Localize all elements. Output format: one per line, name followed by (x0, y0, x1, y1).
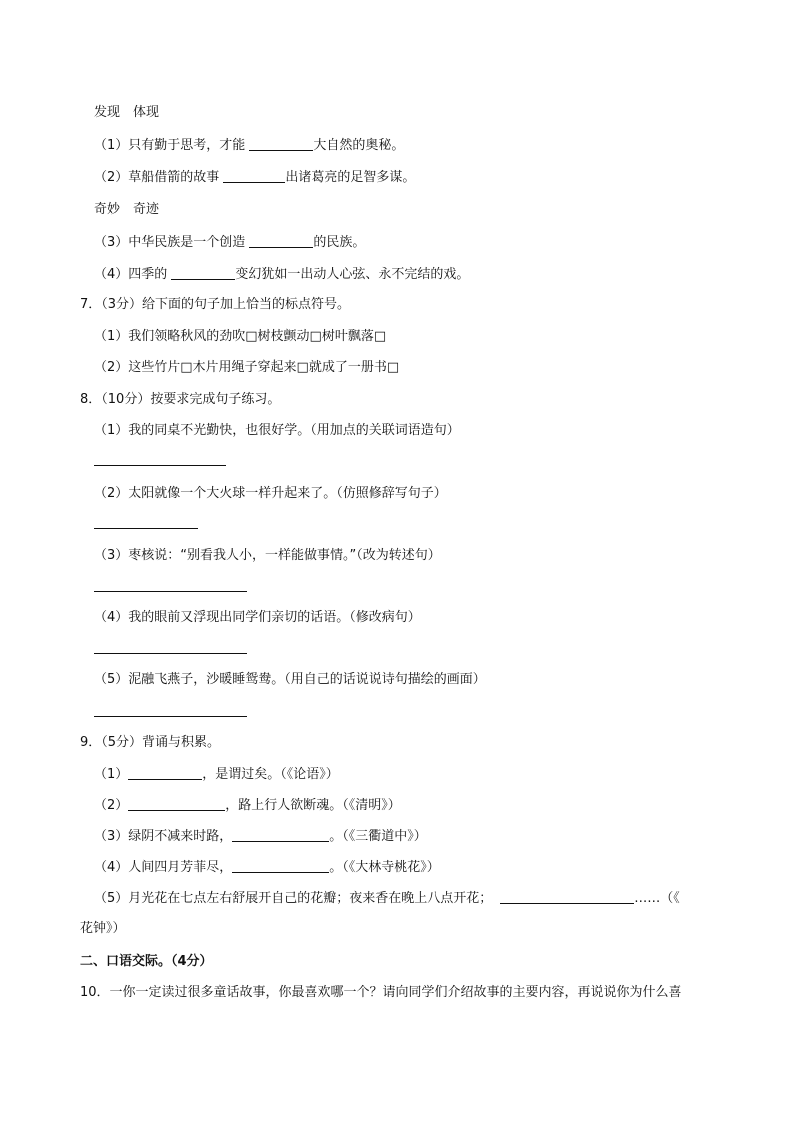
q9-s4-suffix: 。（《大林寺桃花》） (329, 860, 440, 875)
answer-blank[interactable] (500, 889, 634, 904)
q9-title: 9．（5分）背诵与积累。 (80, 735, 221, 750)
q10-text: 10．一你一定读过很多童话故事，你最喜欢哪一个？请向同学们介绍故事的主要内容，再说说你为什么喜 (80, 985, 682, 1000)
answer-blank[interactable] (232, 827, 329, 842)
answer-blank[interactable] (232, 858, 329, 873)
answer-line[interactable] (94, 653, 247, 654)
q9-sentence-3 (94, 827, 427, 846)
answer-line[interactable] (94, 465, 226, 466)
answer-blank[interactable] (128, 765, 202, 780)
q9-s4-prefix: （4）人间四月芳菲尽， (94, 860, 233, 875)
q9-s2-prefix: （2） (94, 798, 129, 813)
q8-sentence-2: （2）太阳就像一个大火球一样升起来了。（仿照修辞写句子） (94, 486, 447, 501)
q7-sentence-1: （1）我们领略秋风的劲吹□树枝颤动□树叶飘落□ (94, 329, 387, 344)
q6-sentence-1 (94, 136, 404, 155)
q7-title: 7．（3分）给下面的句子加上恰当的标点符号。 (80, 297, 351, 312)
answer-blank[interactable] (249, 233, 313, 248)
q6-s4-prefix: （4）四季的 (94, 267, 172, 282)
section-heading: 二、口语交际。（4分） (80, 954, 213, 969)
answer-blank[interactable] (223, 168, 285, 183)
q9-s5-prefix: （5）月光花在七点左右舒展开自己的花瓣；夜来香在晚上八点开花； (94, 891, 493, 906)
q6-s2-prefix: （2）草船借箭的故事 (94, 170, 224, 185)
q8-sentence-5: （5）泥融飞燕子，沙暖睡鸳鸯。（用自己的话说说诗句描绘的画面） (94, 672, 486, 687)
q6-sentence-4 (94, 265, 469, 284)
answer-blank[interactable] (249, 136, 313, 151)
q9-s2-suffix: ，路上行人欲断魂。（《清明》） (225, 798, 401, 813)
q6-s2-suffix: 出诸葛亮的足智多谋。 (285, 170, 416, 185)
q9-sentence-2 (94, 796, 401, 815)
q9-sentence-5 (94, 889, 680, 908)
q8-sentence-1: （1）我的同桌不光勤快，也很好学。（用加点的关联词语造句） (94, 423, 460, 438)
q9-sentence-4 (94, 858, 440, 877)
word-pair-1: 发现 体现 (94, 105, 160, 120)
q8-sentence-3: （3）枣核说：“别看我人小，一样能做事情。”（改为转述句） (94, 548, 441, 563)
word-pair-2: 奇妙 奇迹 (94, 202, 160, 217)
q9-sentence-1 (94, 765, 339, 784)
q6-s3-suffix: 的民族。 (313, 235, 366, 250)
q8-title: 8．（10分）按要求完成句子练习。 (80, 392, 281, 407)
q6-s1-suffix: 大自然的奥秘。 (313, 138, 405, 153)
q9-s1-suffix: ，是谓过矣。（《论语》） (202, 767, 339, 782)
q6-s3-prefix: （3）中华民族是一个创造 (94, 235, 250, 250)
q6-s4-suffix: 变幻犹如一出动人心弦、永不完结的戏。 (235, 267, 470, 282)
q6-sentence-2 (94, 168, 415, 187)
answer-line[interactable] (94, 591, 247, 592)
q9-s3-suffix: 。（《三衢道中》） (329, 829, 427, 844)
answer-line[interactable] (94, 716, 247, 717)
q6-sentence-3 (94, 233, 365, 252)
answer-blank[interactable] (128, 796, 225, 811)
answer-line[interactable] (94, 528, 198, 529)
q9-s1-prefix: （1） (94, 767, 129, 782)
q7-sentence-2: （2）这些竹片□木片用绳子穿起来□就成了一册书□ (94, 360, 400, 375)
q9-sentence-5-continuation: 花钟》） (80, 921, 126, 936)
q6-s1-prefix: （1）只有勤于思考，才能 (94, 138, 250, 153)
answer-blank[interactable] (171, 265, 235, 280)
q8-sentence-4: （4）我的眼前又浮现出同学们亲切的话语。（修改病句） (94, 610, 421, 625)
q9-s3-prefix: （3）绿阴不减来时路， (94, 829, 233, 844)
q9-s5-suffix: ……（《 (634, 891, 680, 906)
